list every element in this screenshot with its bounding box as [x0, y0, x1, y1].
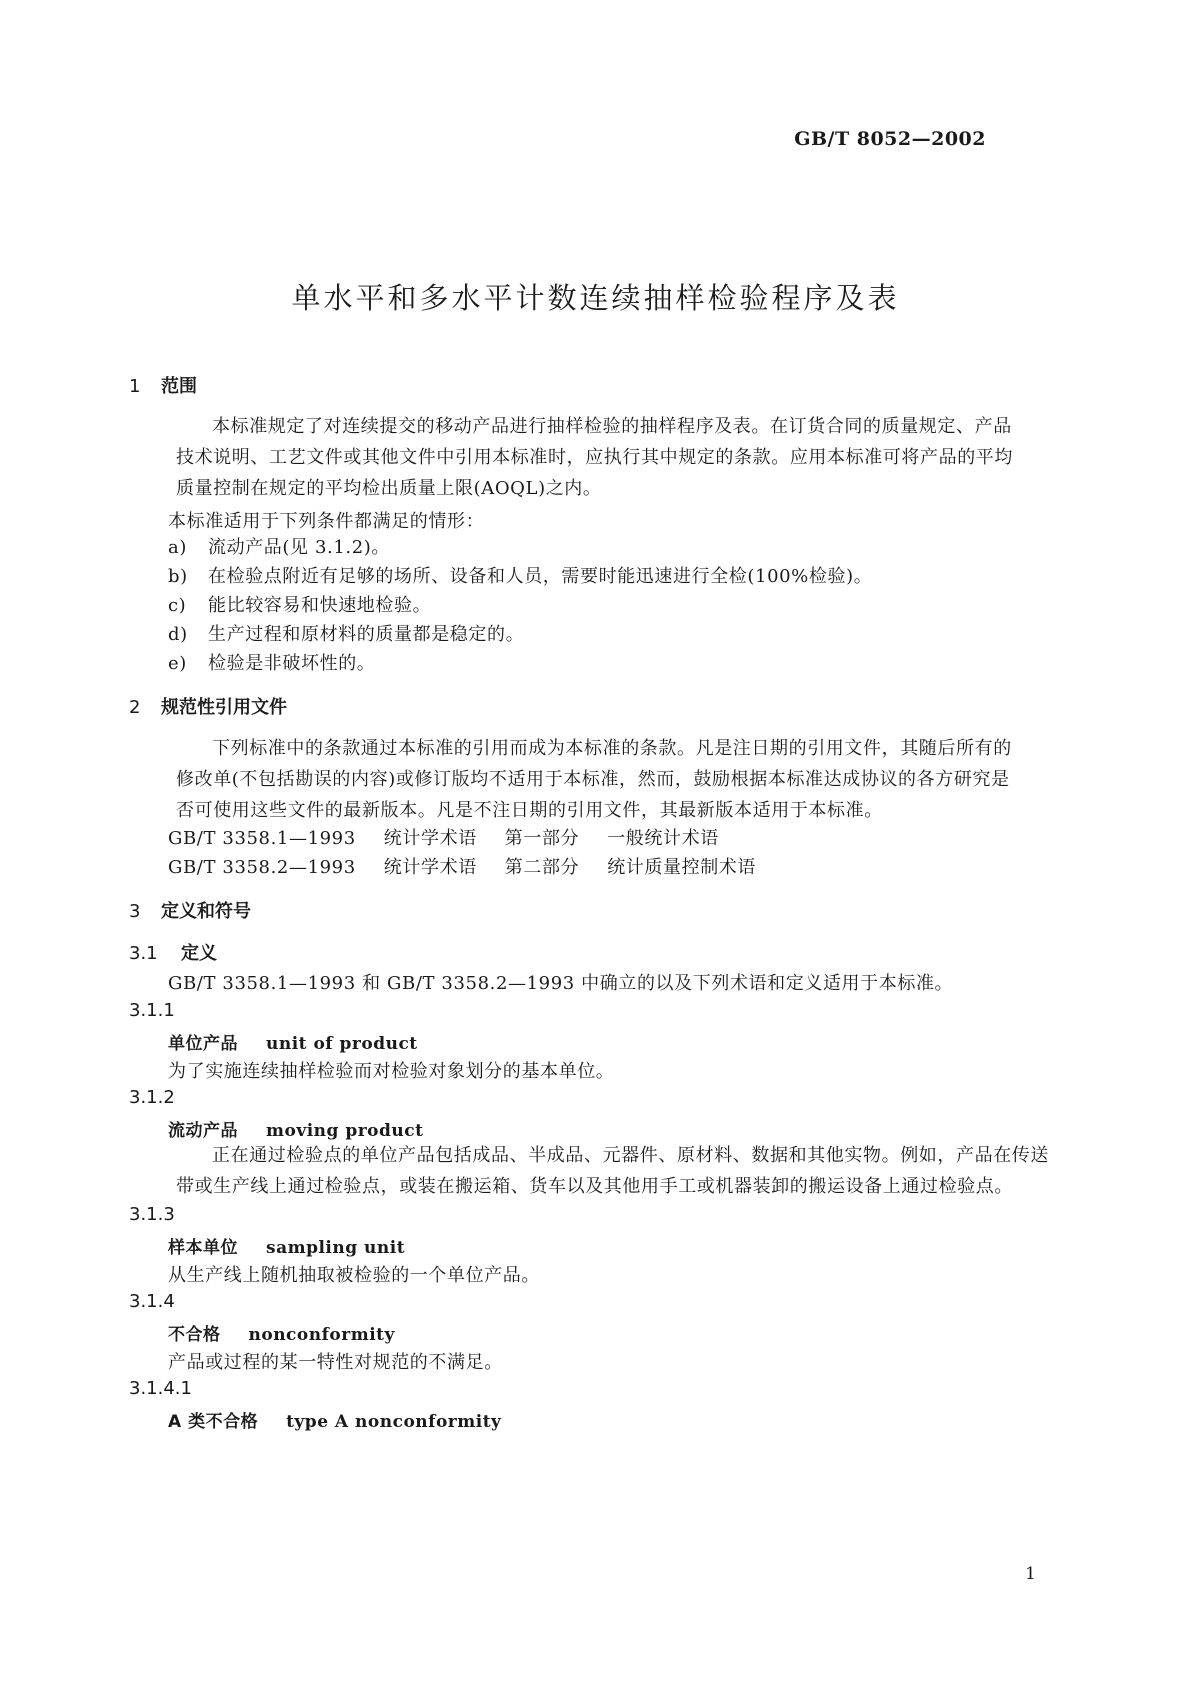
section-2-heading — [129, 693, 287, 719]
list-label: b) — [168, 566, 188, 587]
list-item — [168, 620, 524, 646]
section-number: 1 — [129, 376, 141, 397]
section-number: 3 — [129, 901, 141, 922]
subsection-3-1-text: GB/T 3358.1—1993 和 GB/T 3358.2—1993 中确立的以及下列术语和定义适用于本标准。 — [168, 973, 954, 994]
list-text: 检验是非破坏性的。 — [208, 653, 376, 674]
text-line: 本标准规定了对连续提交的移动产品进行抽样检验的抽样程序及表。在订货合同的质量规定、产品 — [212, 416, 1012, 437]
term-heading — [168, 1233, 405, 1258]
list-text: 流动产品(见 3.1.2)。 — [208, 537, 390, 558]
subsection-title: 定义 — [181, 943, 217, 964]
section-title: 范围 — [161, 376, 197, 397]
term-zh: 单位产品 — [168, 1034, 238, 1054]
section-number: 2 — [129, 697, 141, 718]
text-line: 否可使用这些文件的最新版本。凡是不注日期的引用文件，其最新版本适用于本标准。 — [176, 800, 883, 821]
list-label: d) — [168, 624, 188, 645]
reference-code: GB/T 3358.1—1993 — [168, 828, 356, 849]
term-number: 3.1.1 — [129, 1000, 175, 1021]
list-item — [168, 649, 375, 675]
list-item — [168, 591, 431, 617]
section-1-applicability: 本标准适用于下列条件都满足的情形： — [168, 511, 485, 532]
term-number: 3.1.4.1 — [129, 1378, 192, 1399]
list-label: e) — [168, 653, 187, 674]
reference-name: 统计学术语 — [383, 828, 477, 849]
term-heading — [168, 1320, 395, 1345]
reference-name: 统计学术语 — [383, 857, 477, 878]
list-text: 生产过程和原材料的质量都是稳定的。 — [208, 624, 525, 645]
text-line: 下列标准中的条款通过本标准的引用而成为本标准的条款。凡是注日期的引用文件，其随后所有的 — [212, 738, 1012, 759]
standard-number: GB/T 8052—2002 — [794, 128, 986, 150]
term-en: nonconformity — [248, 1325, 395, 1345]
term-heading — [168, 1029, 418, 1054]
term-zh: 流动产品 — [168, 1121, 238, 1141]
term-zh: A 类不合格 — [168, 1412, 259, 1432]
list-text: 能比较容易和快速地检验。 — [208, 595, 432, 616]
term-en: type A nonconformity — [286, 1412, 502, 1432]
page-number: 1 — [1025, 1564, 1036, 1584]
term-definition: 为了实施连续抽样检验而对检验对象划分的基本单位。 — [168, 1061, 615, 1082]
term-number: 3.1.3 — [129, 1204, 175, 1225]
list-item — [168, 533, 390, 559]
section-1-paragraph — [176, 411, 1068, 504]
term-zh: 不合格 — [168, 1325, 221, 1345]
term-en: moving product — [266, 1121, 424, 1141]
text-line: 正在通过检验点的单位产品包括成品、半成品、元器件、原材料、数据和其他实物。例如，产品在传送 — [212, 1145, 1049, 1166]
term-en: unit of product — [266, 1034, 418, 1054]
section-2-paragraph — [176, 733, 1068, 826]
reference-item — [168, 824, 719, 850]
reference-code: GB/T 3358.2—1993 — [168, 857, 356, 878]
section-title: 规范性引用文件 — [161, 697, 287, 718]
text-line: 带或生产线上通过检验点，或装在搬运箱、货车以及其他用手工或机器装卸的搬运设备上通过检验点。 — [176, 1176, 1013, 1197]
reference-title: 一般统计术语 — [607, 828, 719, 849]
subsection-number: 3.1 — [129, 943, 158, 964]
text-line: 修改单(不包括勘误的内容)或修订版均不适用于本标准，然而，鼓励根据本标准达成协议的各方研究是 — [176, 769, 1010, 790]
term-number: 3.1.4 — [129, 1291, 175, 1312]
term-zh: 样本单位 — [168, 1238, 238, 1258]
section-1-heading — [129, 372, 197, 398]
list-item — [168, 562, 872, 588]
subsection-3-1-heading — [129, 939, 217, 965]
section-3-heading — [129, 897, 251, 923]
section-title: 定义和符号 — [161, 901, 251, 922]
term-heading — [168, 1407, 501, 1432]
text-line: 技术说明、工艺文件或其他文件中引用本标准时，应执行其中规定的条款。应用本标准可将产品的平均 — [176, 447, 1013, 468]
term-definition: 产品或过程的某一特性对规范的不满足。 — [168, 1352, 503, 1373]
term-definition — [176, 1140, 1068, 1202]
reference-part: 第一部分 — [504, 828, 580, 849]
reference-part: 第二部分 — [504, 857, 580, 878]
list-label: c) — [168, 595, 187, 616]
term-number: 3.1.2 — [129, 1087, 175, 1108]
list-text: 在检验点附近有足够的场所、设备和人员，需要时能迅速进行全检(100%检验)。 — [208, 566, 873, 587]
term-en: sampling unit — [266, 1238, 406, 1258]
term-heading — [168, 1116, 423, 1141]
reference-item — [168, 853, 756, 879]
list-label: a) — [168, 537, 187, 558]
text-line: 质量控制在规定的平均检出质量上限(AOQL)之内。 — [176, 478, 602, 499]
document-title: 单水平和多水平计数连续抽样检验程序及表 — [291, 281, 900, 315]
term-definition: 从生产线上随机抽取被检验的一个单位产品。 — [168, 1265, 540, 1286]
reference-title: 统计质量控制术语 — [607, 857, 757, 878]
